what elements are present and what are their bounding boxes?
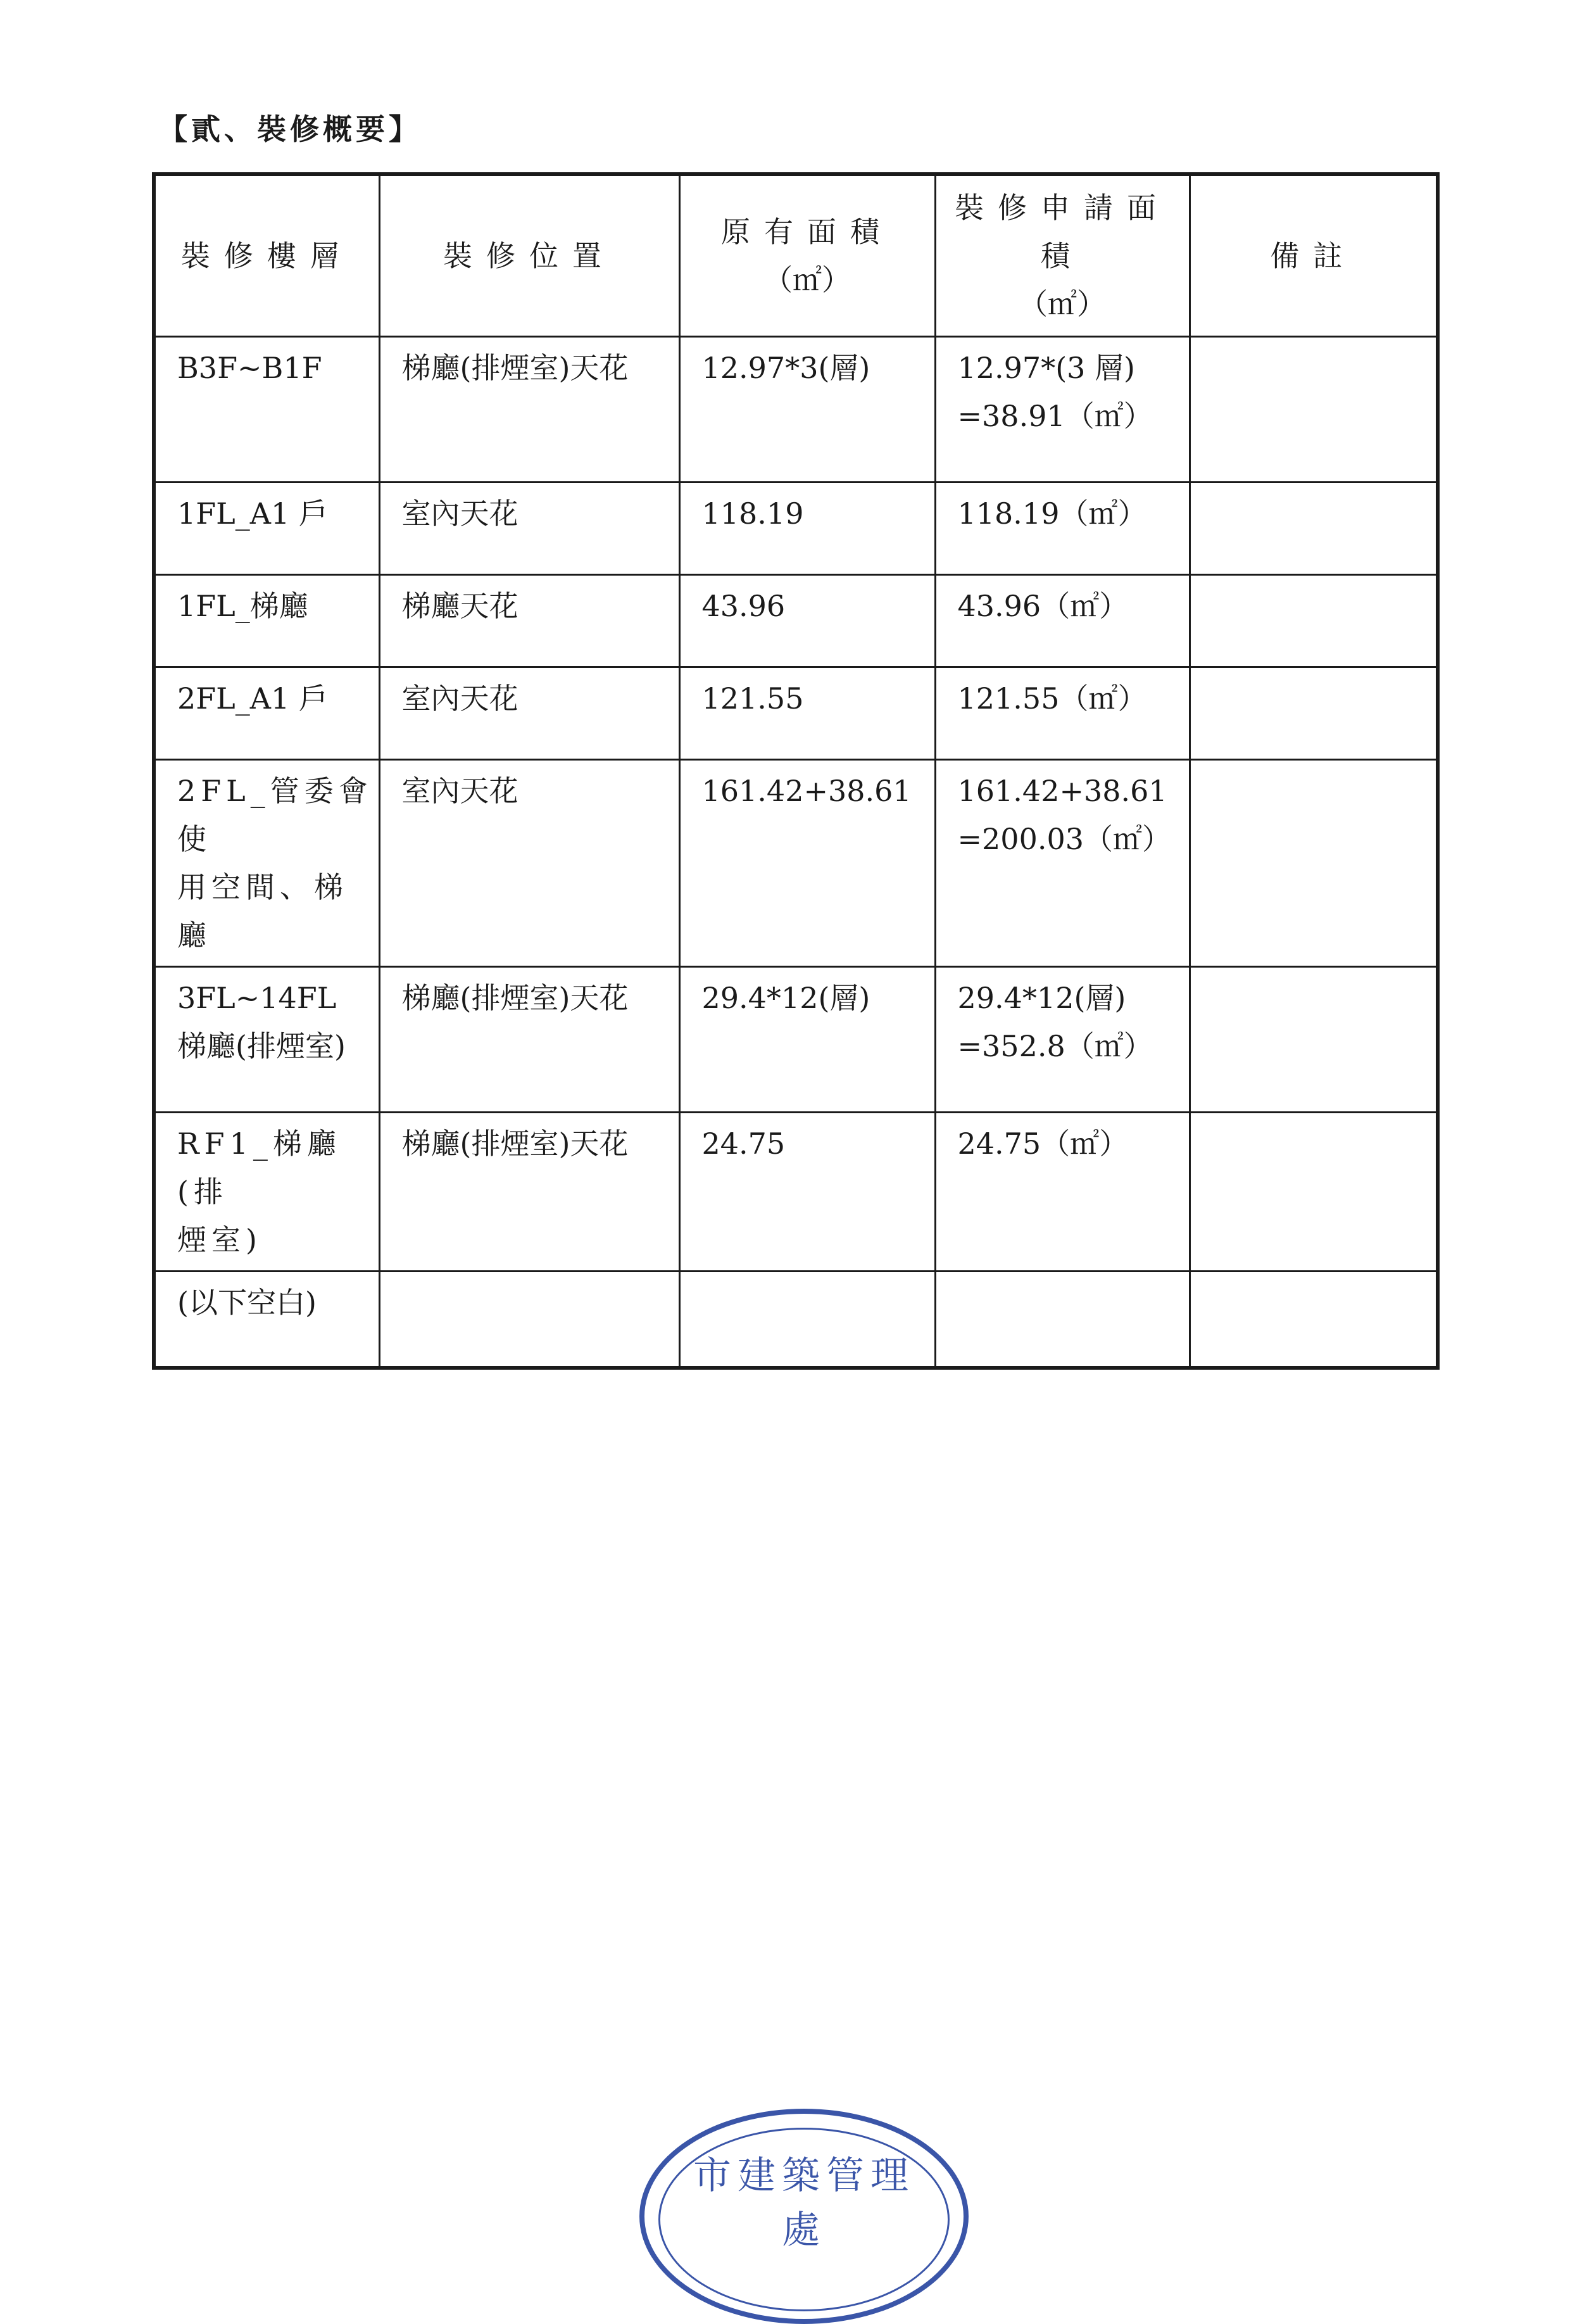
table-row: [154, 967, 1438, 1113]
table-row: [154, 667, 1438, 760]
cell-original-area: 12.97*3(層): [679, 337, 935, 483]
table-row: [154, 575, 1438, 667]
cell-location: 梯廳(排煙室)天花: [379, 1113, 679, 1272]
cell-note: [1190, 760, 1438, 967]
table-row: [154, 1272, 1438, 1368]
cell-applied-area: 161.42+38.61 =200.03（㎡）: [935, 760, 1190, 967]
cell-floor: (以下空白): [154, 1272, 379, 1368]
header-applied-area: [935, 174, 1190, 337]
cell-original-area: 161.42+38.61: [679, 760, 935, 967]
header-original-area: [679, 174, 935, 337]
cell-location: [379, 1272, 679, 1368]
header-applied-area-unit: （㎡）: [1019, 287, 1106, 321]
cell-note: [1190, 483, 1438, 575]
header-note: 備註: [1190, 174, 1438, 337]
cell-note: [1190, 575, 1438, 667]
renovation-summary-table: [152, 172, 1440, 1370]
cell-applied-area: 24.75（㎡）: [935, 1113, 1190, 1272]
table-row: [154, 1113, 1438, 1272]
section-title: 【貳、裝修概要】: [158, 112, 422, 146]
cell-location: 室內天花: [379, 667, 679, 760]
cell-location: 室內天花: [379, 760, 679, 967]
cell-applied-area: 43.96（㎡）: [935, 575, 1190, 667]
cell-note: [1190, 967, 1438, 1113]
cell-original-area: 29.4*12(層): [679, 967, 935, 1113]
cell-note: [1190, 1113, 1438, 1272]
cell-applied-area: 12.97*(3 層) =38.91（㎡）: [935, 337, 1190, 483]
header-applied-area-label: 裝修申請面積: [955, 191, 1170, 273]
cell-original-area: [679, 1272, 935, 1368]
cell-floor: 2FL_管委會使 用空間、梯廳: [154, 760, 379, 967]
cell-applied-area: [935, 1272, 1190, 1368]
table-row: [154, 760, 1438, 967]
cell-original-area: 43.96: [679, 575, 935, 667]
cell-location: 梯廳天花: [379, 575, 679, 667]
cell-original-area: 24.75: [679, 1113, 935, 1272]
cell-floor: 3FL~14FL 梯廳(排煙室): [154, 967, 379, 1113]
cell-applied-area: 121.55（㎡）: [935, 667, 1190, 760]
table-header-row: [154, 174, 1438, 337]
table-row: [154, 337, 1438, 483]
cell-floor: RF1_梯廳(排 煙室): [154, 1113, 379, 1272]
header-floor: 裝修樓層: [154, 174, 379, 337]
cell-floor: 1FL_A1 戶: [154, 483, 379, 575]
header-original-area-label: 原有面積: [721, 215, 893, 249]
official-stamp-text: 市建築管理處: [693, 2154, 915, 2252]
cell-original-area: 121.55: [679, 667, 935, 760]
cell-applied-area: 29.4*12(層) =352.8（㎡）: [935, 967, 1190, 1113]
cell-location: 室內天花: [379, 483, 679, 575]
cell-floor: B3F~B1F: [154, 337, 379, 483]
cell-original-area: 118.19: [679, 483, 935, 575]
cell-applied-area: 118.19（㎡）: [935, 483, 1190, 575]
cell-floor: 2FL_A1 戶: [154, 667, 379, 760]
cell-note: [1190, 667, 1438, 760]
cell-location: 梯廳(排煙室)天花: [379, 967, 679, 1113]
header-original-area-unit: （㎡）: [763, 263, 851, 297]
header-location: 裝修位置: [379, 174, 679, 337]
table-row: [154, 483, 1438, 575]
cell-note: [1190, 1272, 1438, 1368]
cell-floor: 1FL_梯廳: [154, 575, 379, 667]
cell-note: [1190, 337, 1438, 483]
cell-location: 梯廳(排煙室)天花: [379, 337, 679, 483]
